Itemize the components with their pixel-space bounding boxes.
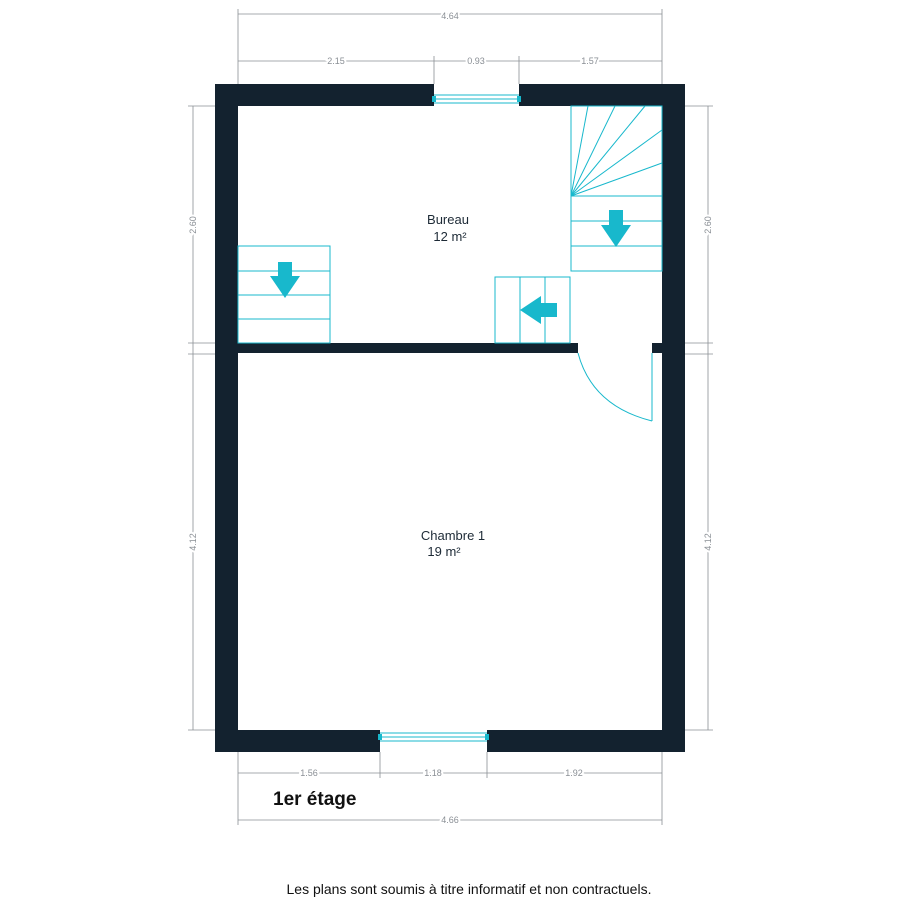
- wall-top-right: [519, 84, 685, 106]
- dim-left-upper: 2.60: [188, 216, 198, 234]
- stair-down-arrow-icon: [270, 262, 300, 298]
- wall-partition-left: [238, 343, 578, 353]
- dim-right-lower: 4.12: [703, 533, 713, 551]
- stair-down-arrow-icon: [601, 210, 631, 247]
- dim-bottom-left: 1.56: [300, 768, 318, 778]
- wall-top-left: [215, 84, 434, 106]
- wall-bottom-right: [487, 730, 685, 752]
- dim-top-right: 1.57: [581, 56, 599, 66]
- window-top: [432, 95, 521, 103]
- wall-right: [662, 84, 685, 752]
- dim-left-lower: 4.12: [188, 533, 198, 551]
- walls: [215, 84, 685, 752]
- dim-right-upper: 2.60: [703, 216, 713, 234]
- room-area-bureau: 12 m²: [433, 229, 467, 244]
- door-swing: [578, 353, 652, 421]
- disclaimer: Les plans sont soumis à titre informatif et non contractuels.: [286, 881, 652, 897]
- room-name-chambre: Chambre 1: [420, 528, 486, 543]
- dim-top-window: 0.93: [467, 56, 485, 66]
- wall-bottom-left: [215, 730, 380, 752]
- dim-top-total: 4.64: [441, 11, 459, 21]
- dim-bottom-right: 1.92: [565, 768, 583, 778]
- floor-title: 1er étage: [273, 789, 357, 810]
- window-bottom: [378, 733, 489, 741]
- side-dimensions: [188, 106, 713, 730]
- dim-bottom-window: 1.18: [424, 768, 442, 778]
- dim-top-left: 2.15: [327, 56, 345, 66]
- room-area-chambre: 19 m²: [427, 544, 461, 559]
- stair-left-arrow-icon: [520, 296, 557, 324]
- wall-left: [215, 84, 238, 752]
- dim-bottom-total: 4.66: [441, 815, 459, 825]
- room-name-bureau: Bureau: [427, 212, 469, 227]
- wall-partition-right: [652, 343, 662, 353]
